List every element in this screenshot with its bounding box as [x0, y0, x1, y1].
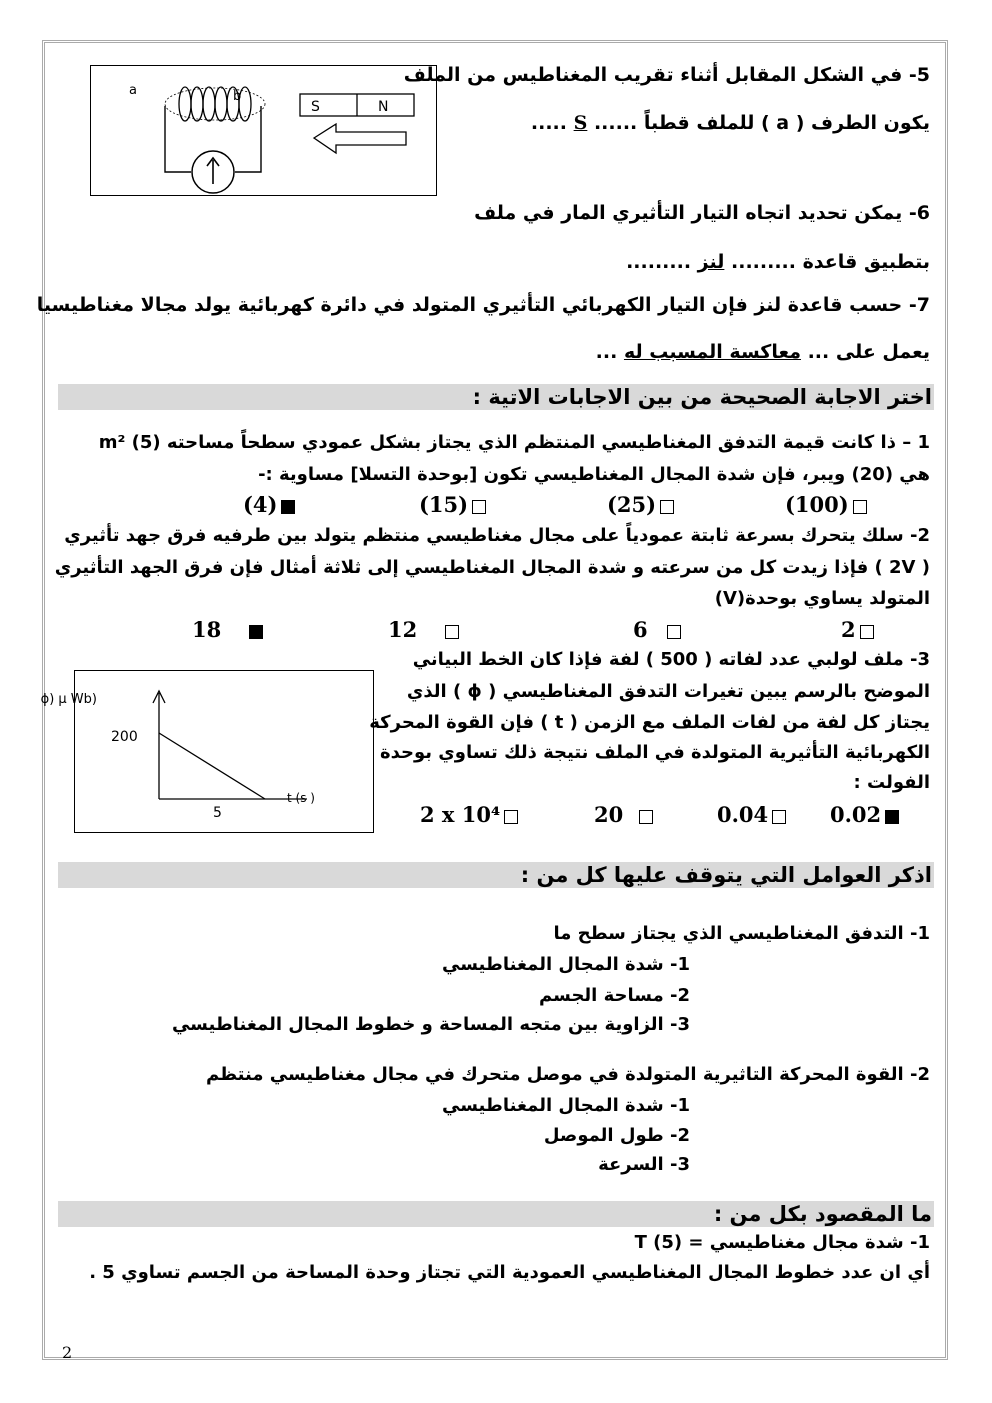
mc3-option-0.02[interactable]: 0.02 [830, 804, 903, 825]
q6-line1: 6- يمكن تحديد اتجاه التيار التأثيري المار في ملف [474, 202, 930, 224]
factors1-heading: 1- التدفق المغناطيسي الذي يجتاز سطح ما [553, 923, 930, 944]
mc2-option-6[interactable]: 6 [633, 619, 685, 640]
coil-end-a: a [129, 83, 137, 98]
definition-line1: 1- شدة مجال مغناطيسي = T (5) [634, 1232, 930, 1253]
left-arrow-icon [314, 124, 406, 153]
mc3-line3: يجتاز كل لفة من لفات الملف مع الزمن ( t ) فإن القوة المحركة [369, 712, 930, 733]
page-number: 2 [62, 1343, 73, 1362]
mc2-line2: ( 2V ) فإذا زيدت كل من سرعته و شدة المجال المغناطيسي إلى ثلاثة أمثال فإن فرق الجهد التأثيري [54, 557, 930, 578]
mc3-option-0.04[interactable]: 0.04 [717, 804, 790, 825]
magnet-coil-svg [91, 66, 435, 194]
q5-line2-post: ..... [530, 112, 567, 134]
checkbox-checked-icon [885, 810, 899, 824]
q7-line2 [596, 343, 930, 362]
x-axis-label: t (s ) [287, 791, 315, 805]
mc2-line1: 2- سلك يتحرك بسرعة ثابتة عمودياً على مجال مغناطيسي منتظم يتولد بين طرفيه فرق جهد تأثيري [64, 525, 930, 546]
mc3-line1: 3- ملف لولبي عدد لفاته ( 500 ) لفة فإذا كان الخط البياني [412, 649, 930, 670]
mc1-line2: هي (20) ويبر، فإن شدة المجال المغناطيسي تكون [بوحدة التسلا] مساوية :- [258, 464, 930, 485]
mc1-option-100[interactable]: (100) [785, 494, 871, 515]
checkbox-icon [860, 625, 874, 639]
factors1-item-3: 3- الزاوية بين متجه المساحة و خطوط المجال المغناطيسي [171, 1014, 690, 1035]
q5-line1: 5- في الشكل المقابل أثناء تقريب المغناطيس من الملف [403, 64, 930, 86]
section3-title: ما المقصود بكل من : [713, 1202, 932, 1226]
magnet-coil-diagram [90, 65, 437, 196]
checkbox-icon [772, 810, 786, 824]
coil-icon [165, 87, 265, 121]
factors1-item-1: 1- شدة المجال المغناطيسي [442, 954, 690, 975]
flux-graph-svg [40, 671, 372, 831]
mc2-option-2[interactable]: 2 [841, 619, 878, 640]
q6-line2 [626, 253, 930, 272]
factors2-item-3: 3- السرعة [598, 1154, 690, 1175]
q7-answer: معاكسة المسبب له [623, 341, 801, 363]
factors2-heading: 2- القوة المحركة التاثيرية المتولدة في موصل متحرك في مجال مغناطيسي منتظم [206, 1064, 930, 1085]
q7-line2-pre: يعمل على ... [807, 341, 930, 363]
mc2-line3: المتولد يساوي بوحدة(V) [714, 588, 930, 609]
q6-line2-pre: بتطبيق قاعدة ......... [731, 251, 930, 273]
q6-answer: لنز [697, 251, 725, 273]
x-tick-label: 5 [213, 805, 222, 821]
checkbox-icon [639, 810, 653, 824]
mc3-line2: الموضح بالرسم يبين تغيرات التدفق المغناطيسي ( ϕ ) الذي [406, 681, 930, 702]
definition-line2: أي ان عدد خطوط المجال المغناطيسي العمودية التي تجتاز وحدة المساحة من الجسم تساوي 5 . [89, 1262, 930, 1283]
mc3-line5: الفولت : [853, 772, 930, 793]
q7-line2-post: ... [595, 341, 618, 363]
checkbox-icon [660, 500, 674, 514]
mc1-option-4[interactable]: (4) [243, 494, 299, 515]
mc3-option-20[interactable]: 20 [594, 804, 657, 825]
checkbox-checked-icon [249, 625, 263, 639]
q5-line2-pre: يكون الطرف ( a ) للملف قطباً ...... [593, 112, 930, 134]
y-tick-label: 200 [111, 729, 138, 745]
flux-series-line [159, 733, 265, 799]
mc3-line4: الكهربائية التأثيرية المتولدة في الملف نتيجة ذلك تساوي بوحدة [379, 742, 930, 763]
checkbox-icon [445, 625, 459, 639]
checkbox-icon [472, 500, 486, 514]
magnet-pole-s: S [311, 99, 320, 115]
factors1-item-2: 2- مساحة الجسم [539, 985, 690, 1006]
section1-title: اختر الاجابة الصحيحة من بين الاجابات الاتية : [472, 385, 932, 409]
mc3-option-2x10e4[interactable]: 2 x 10⁴ [420, 804, 522, 825]
q5-answer: S [573, 112, 588, 134]
magnet-pole-n: N [378, 99, 389, 115]
coil-end-b: b [233, 89, 242, 104]
q5-line2 [531, 114, 930, 133]
q6-line2-post: ......... [626, 251, 692, 273]
factors2-item-2: 2- طول الموصل [543, 1125, 690, 1146]
mc1-option-25[interactable]: (25) [607, 494, 678, 515]
q7-line1: 7- حسب قاعدة لنز فإن التيار الكهربائي التأثيري المتولد في دائرة كهربائية يولد مجالا مغناطيسيا [36, 294, 930, 316]
bar-magnet [300, 94, 414, 116]
galvanometer-icon [192, 151, 234, 193]
section2-title: اذكر العوامل التي يتوقف عليها كل من : [520, 863, 932, 887]
mc2-option-18[interactable]: 18 [192, 619, 267, 640]
y-axis-label: ϕ) µ Wb) [40, 692, 97, 707]
checkbox-checked-icon [281, 500, 295, 514]
mc1-option-15[interactable]: (15) [419, 494, 490, 515]
checkbox-icon [667, 625, 681, 639]
checkbox-icon [853, 500, 867, 514]
flux-time-graph [40, 670, 374, 833]
checkbox-icon [504, 810, 518, 824]
mc1-line1: 1 – ذا كانت قيمة التدفق المغناطيسي المنتظم الذي يجتاز بشكل عمودي سطحاً مساحته m² (5) [98, 432, 930, 453]
mc2-option-12[interactable]: 12 [388, 619, 463, 640]
factors2-item-1: 1- شدة المجال المغناطيسي [442, 1095, 690, 1116]
